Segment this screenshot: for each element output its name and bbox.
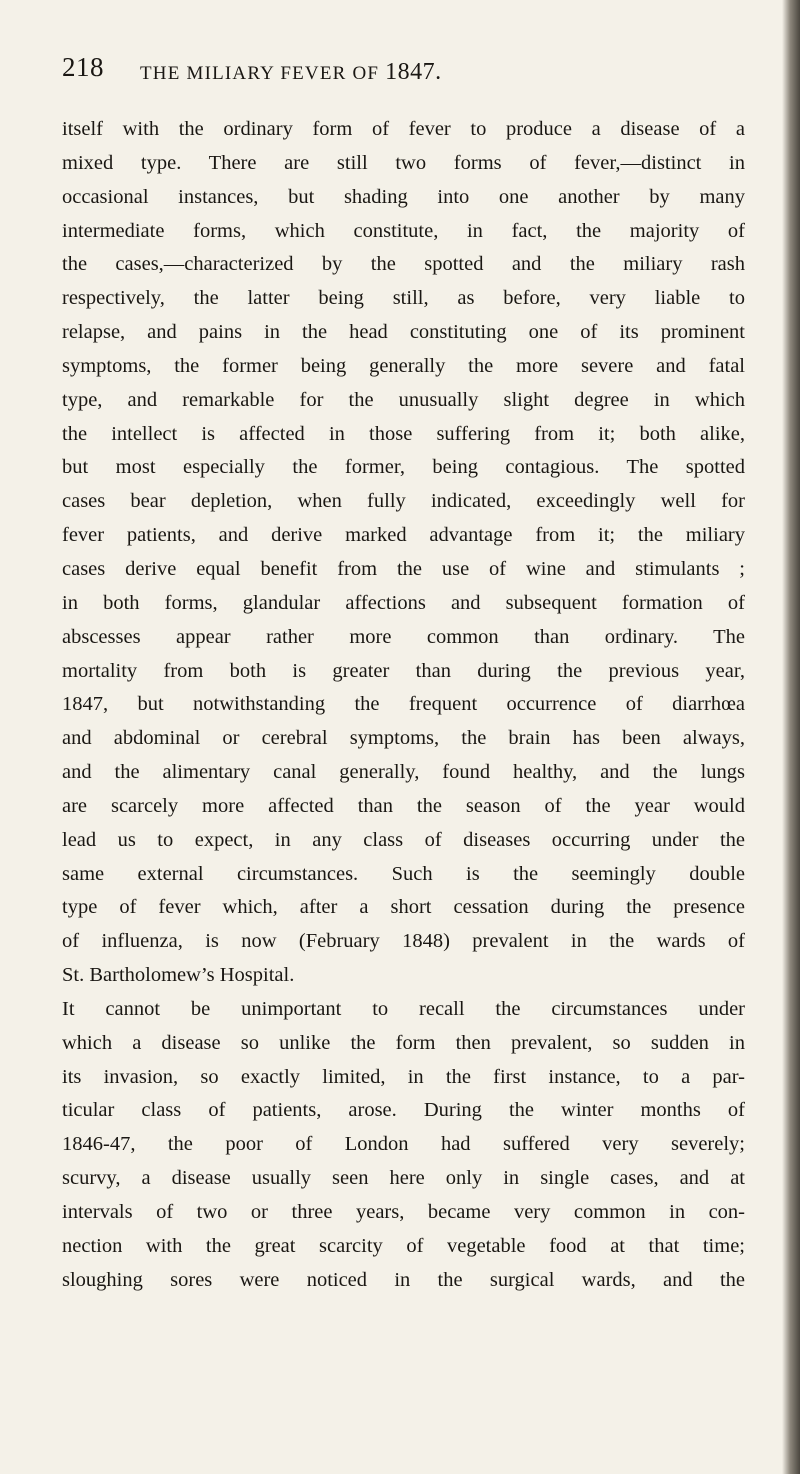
text-line: the cases,—characterized by the spotted and the miliary rash (62, 253, 745, 276)
running-head (62, 52, 742, 88)
text-line: 1846-47, the poor of London had suffered very severely; (62, 1133, 745, 1156)
text-line: type, and remarkable for the unusually slight degree in which (62, 388, 745, 411)
text-line: mortality from both is greater than during the previous year, (62, 659, 745, 682)
text-line: relapse, and pains in the head constituting one of its prominent (62, 321, 745, 344)
page-number: 218 (62, 52, 104, 82)
text-line: mixed type. There are still two forms of fever,—distinct in (62, 151, 745, 174)
text-line: It cannot be unimportant to recall the circumstances under (62, 997, 745, 1020)
text-line: occasional instances, but shading into one another by many (62, 185, 745, 208)
text-line: and the alimentary canal generally, found healthy, and the lungs (62, 761, 745, 784)
text-line: cases bear depletion, when fully indicated, exceedingly well for (62, 490, 745, 513)
text-line: which a disease so unlike the form then prevalent, so sudden in (62, 1031, 745, 1054)
text-line: itself with the ordinary form of fever to produce a disease of a (62, 118, 745, 140)
text-line: same external circumstances. Such is the seemingly double (62, 862, 745, 885)
text-line: but most especially the former, being contagious. The spotted (62, 456, 745, 479)
text-line: scurvy, a disease usually seen here only in single cases, and at (62, 1167, 745, 1190)
text-line: nection with the great scarcity of vegetable food at that time; (62, 1234, 745, 1257)
running-title-year: 1847. (385, 59, 442, 85)
text-line: cases derive equal benefit from the use of wine and stimulants ; (62, 557, 745, 580)
text-line: intermediate forms, which constitute, in fact, the majority of (62, 219, 745, 242)
text-line: 1847, but notwithstanding the frequent occurrence of diarrhœa (62, 693, 745, 716)
text-line: St. Bartholomew’s Hospital. (62, 964, 295, 987)
text-line: respectively, the latter being still, as before, very liable to (62, 287, 745, 310)
text-line: sloughing sores were noticed in the surgical wards, and the (62, 1268, 745, 1291)
text-line: are scarcely more affected than the season of the year would (62, 794, 745, 817)
text-line: lead us to expect, in any class of diseases occurring under the (62, 828, 745, 851)
running-title-text: THE MILIARY FEVER OF (140, 63, 380, 84)
text-line: type of fever which, after a short cessation during the presence (62, 896, 745, 919)
text-line: intervals of two or three years, became very common in con- (62, 1201, 745, 1223)
text-line: abscesses appear rather more common than ordinary. The (62, 625, 745, 648)
text-line: ticular class of patients, arose. During the winter months of (62, 1099, 745, 1122)
binding-edge (782, 0, 800, 1474)
text-line: in both forms, glandular affections and subsequent formation of (62, 591, 745, 614)
body-text (62, 113, 745, 1298)
text-line: of influenza, is now (February 1848) prevalent in the wards of (62, 930, 745, 953)
text-line: and abdominal or cerebral symptoms, the brain has been always, (62, 727, 745, 750)
text-line: symptoms, the former being generally the more severe and fatal (62, 354, 745, 377)
running-title (140, 59, 442, 86)
text-line: its invasion, so exactly limited, in the first instance, to a par- (62, 1065, 745, 1088)
text-line: fever patients, and derive marked advantage from it; the miliary (62, 524, 745, 547)
text-line: the intellect is affected in those suffering from it; both alike, (62, 422, 745, 445)
